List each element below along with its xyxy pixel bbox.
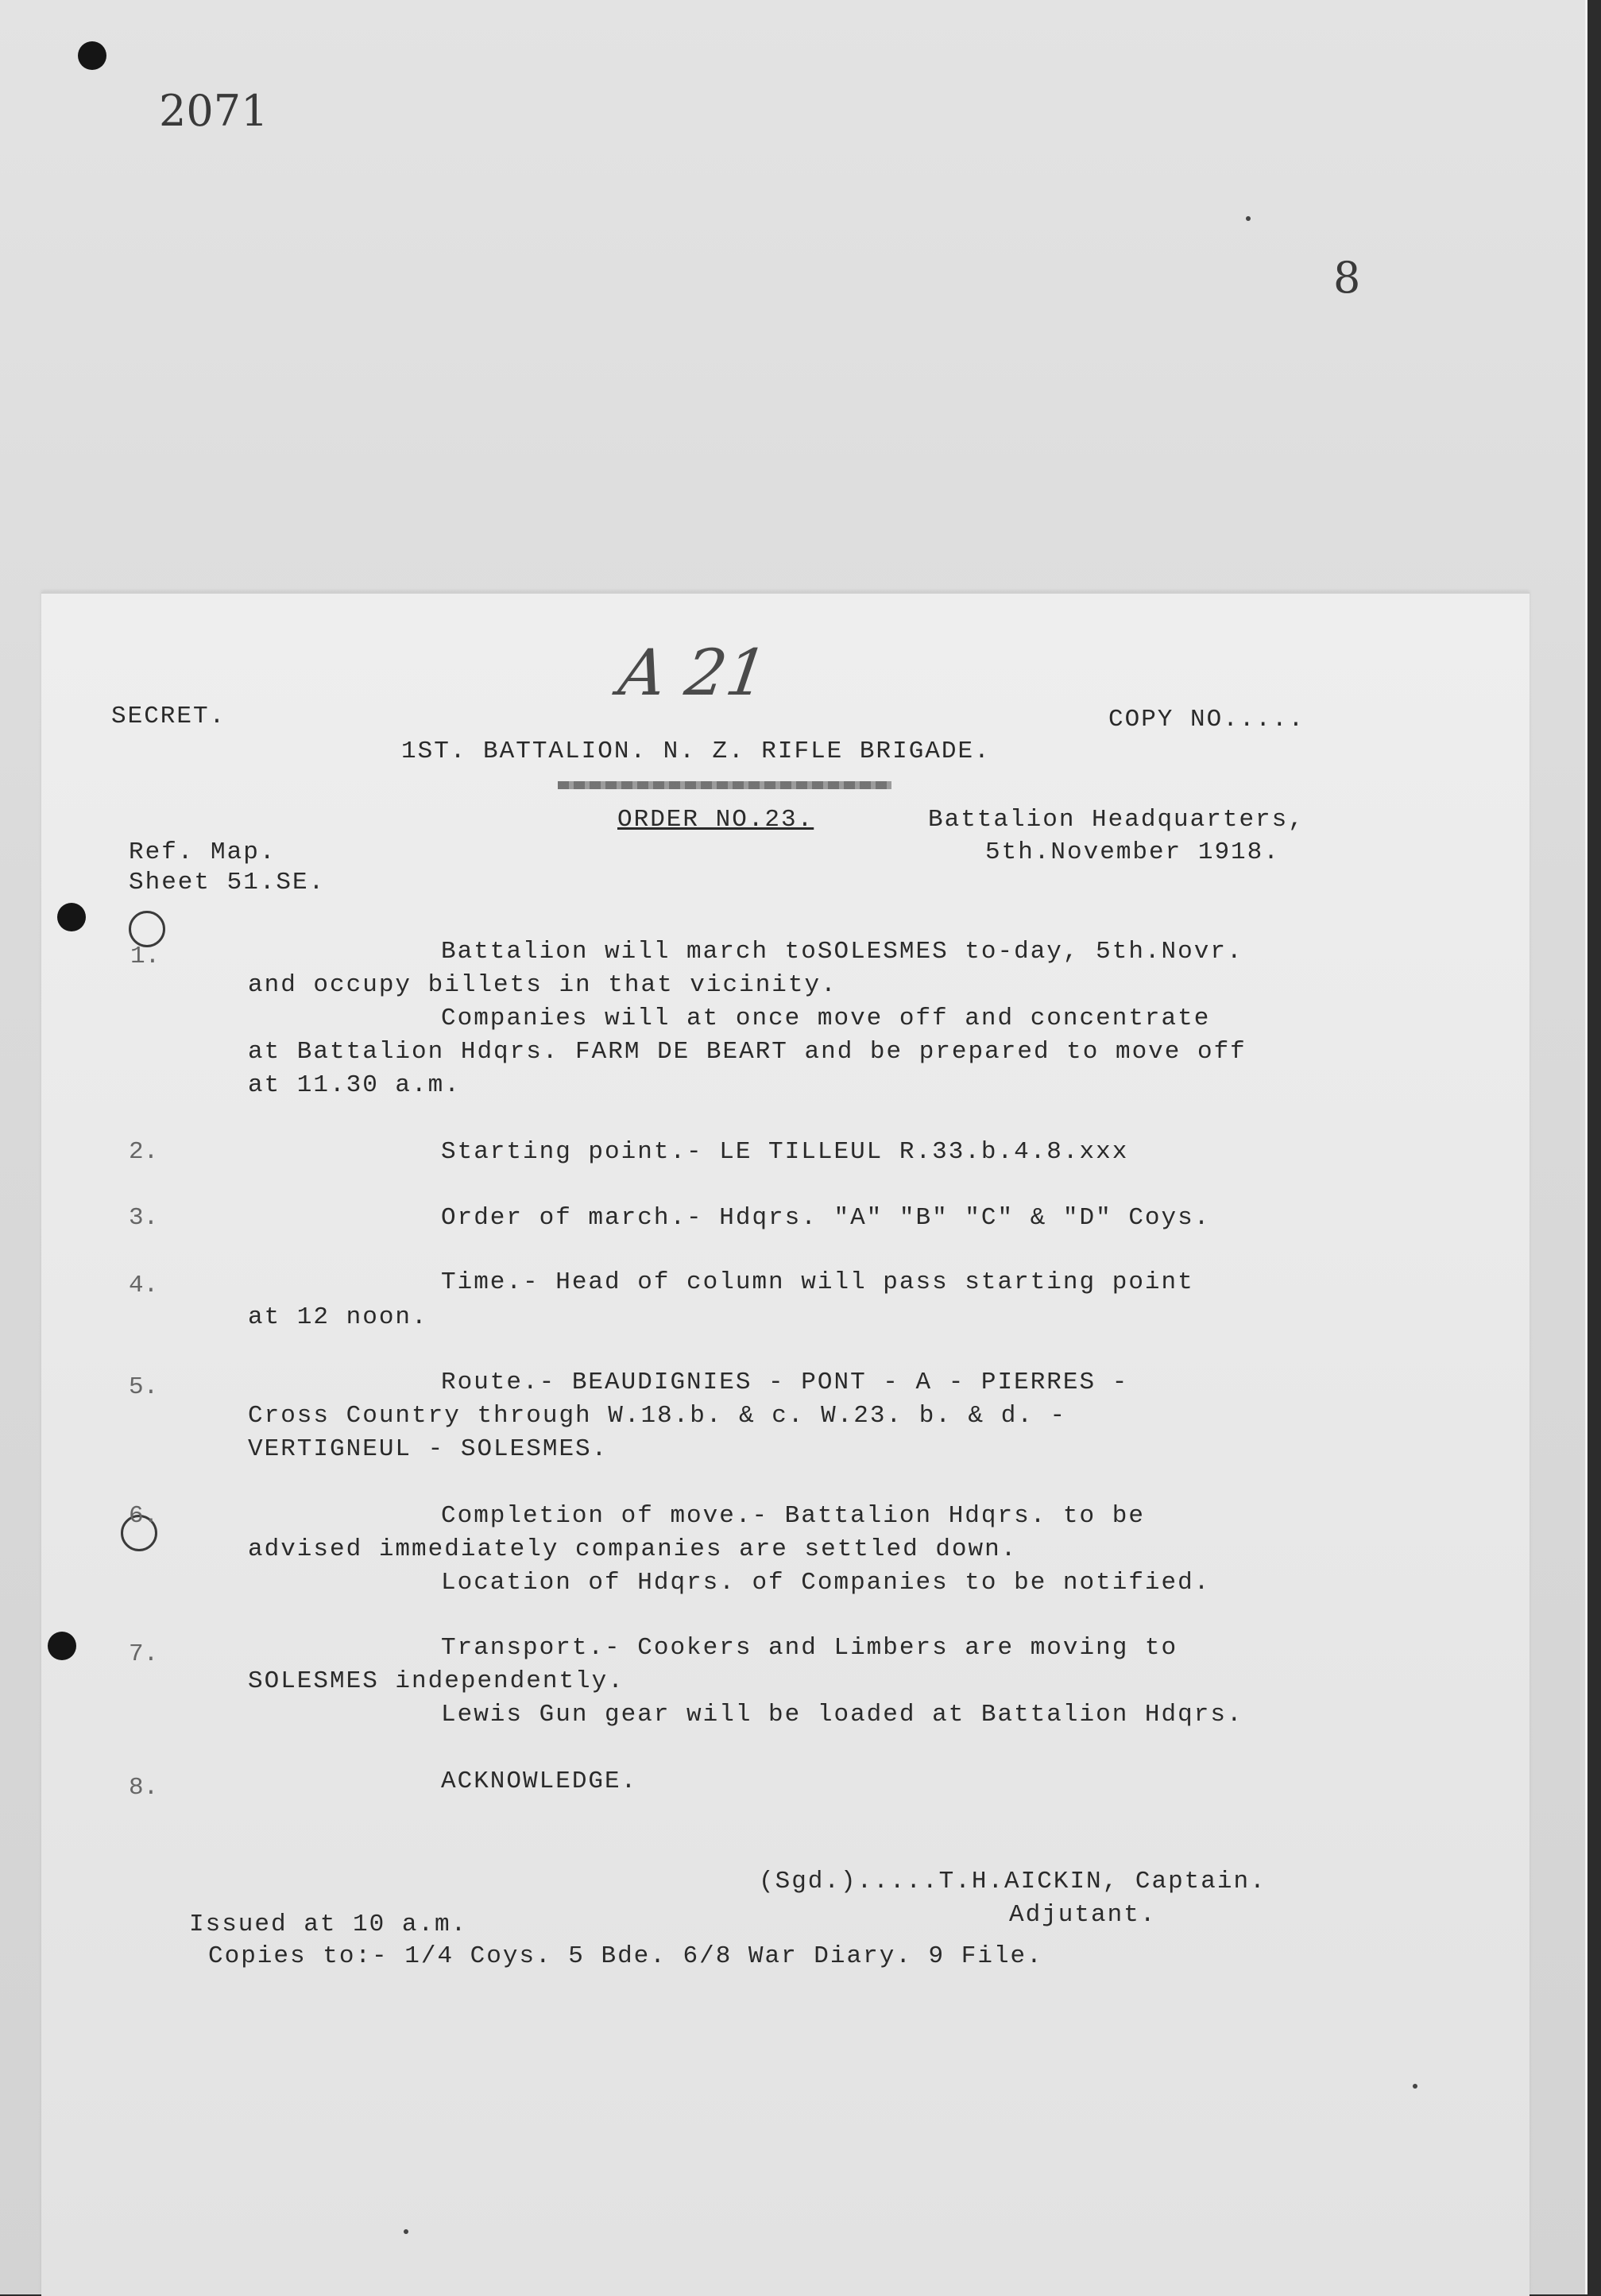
paragraph-line: advised immediately companies are settled down. [248,1535,1018,1563]
paragraph-line: and occupy billets in that vicinity. [248,971,837,999]
punch-hole-left-2 [48,1632,76,1660]
paragraph-line: Route.- BEAUDIGNIES - PONT - A - PIERRES - [441,1369,1129,1396]
paragraph-line: Completion of move.- Battalion Hdqrs. to be [441,1502,1145,1530]
paragraph-line: Cross Country through W.18.b. & c. W.23. b. & d. - [248,1402,1067,1430]
struck-through-line [558,781,891,789]
paragraph-line: Lewis Gun gear will be loaded at Battalion Hdqrs. [441,1701,1243,1729]
paragraph-line: at Battalion Hdqrs. FARM DE BEART and be prepared to move off [248,1038,1247,1066]
paragraph-line: Location of Hdqrs. of Companies to be notified. [441,1569,1211,1597]
archive-number: 2071 [159,86,269,136]
folio-number: 8 [1333,253,1361,303]
signature-line: (Sgd.).....T.H.AICKIN, Captain. [759,1868,1266,1895]
signature-title: Adjutant. [1009,1901,1157,1929]
paragraph-number: 4. [129,1272,159,1299]
paragraph-line: Time.- Head of column will pass starting point [441,1268,1194,1296]
paragraph-number: 1. [130,943,160,970]
paragraph-number: 2. [129,1138,159,1166]
pencil-annotation: A 21 [614,636,772,710]
paragraph-line: SOLESMES independently. [248,1667,625,1695]
paper-speck [404,2229,408,2234]
punch-hole-top [78,41,106,70]
classification-label: SECRET. [111,703,226,730]
paper-speck [1413,2084,1417,2089]
paragraph-number: 6. [129,1502,159,1530]
paragraph-number: 5. [129,1373,159,1401]
order-date: 5th.November 1918. [985,838,1280,866]
paragraph-line: VERTIGNEUL - SOLESMES. [248,1435,609,1463]
paragraph-line: Battalion will march toSOLESMES to-day, 5th.Novr. [441,938,1243,966]
paragraph-number: 3. [129,1204,159,1232]
paragraph-line: Companies will at once move off and concentrate [441,1005,1211,1032]
paragraph-number: 8. [129,1774,159,1802]
copies-distribution: Copies to:- 1/4 Coys. 5 Bde. 6/8 War Diary. 9 File. [208,1942,1043,1970]
unit-heading: 1ST. BATTALION. N. Z. RIFLE BRIGADE. [401,738,991,765]
paper-speck [1246,216,1251,221]
paragraph-line: Order of march.- Hdqrs. "A" "B" "C" & "D" Coys. [441,1204,1211,1232]
headquarters-line: Battalion Headquarters, [928,806,1305,834]
paragraph-line: at 11.30 a.m. [248,1071,461,1099]
paragraph-line: Transport.- Cookers and Limbers are moving to [441,1634,1178,1662]
punch-hole-left-1 [57,903,86,931]
paragraph-line: Starting point.- LE TILLEUL R.33.b.4.8.xxx [441,1138,1129,1166]
copy-number: COPY NO..... [1108,706,1305,734]
paragraph-line: ACKNOWLEDGE. [441,1767,638,1795]
ref-sheet: Sheet 51.SE. [129,869,326,896]
order-number: ORDER NO.23. [617,806,814,834]
paragraph-number: 7. [129,1640,159,1668]
issued-time: Issued at 10 a.m. [189,1911,468,1938]
ref-map: Ref. Map. [129,838,277,866]
paragraph-line: at 12 noon. [248,1303,428,1331]
